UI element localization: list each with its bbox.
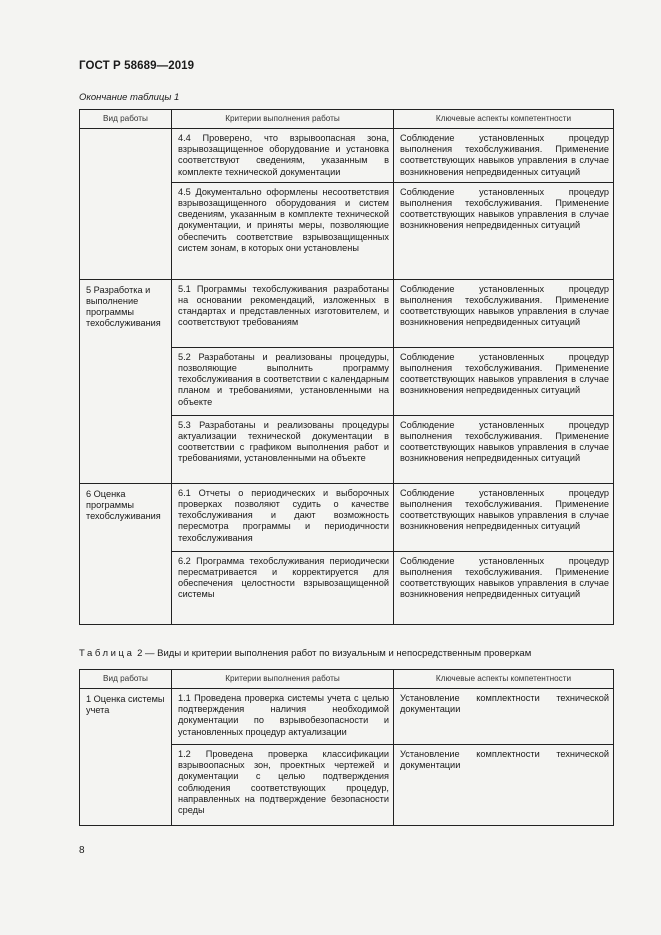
table2-caption-title: 2 — Виды и критерии выполнения работ по визуальным и непосредственным проверкам: [134, 648, 532, 659]
work-type-cell: 5 Разработка и выполнение программы техобслуживания: [80, 279, 172, 483]
criterion-cell: 5.3 Разработаны и реализованы процедуры актуализации технической документации в соответствии с графиком выполнения работ и требованиями, установленными на объекте: [172, 415, 394, 483]
criterion-cell: 4.4 Проверено, что взрывоопасная зона, взрывозащищенное оборудование и установка соответствуют сведениям, указанным в комплекте технической документации: [172, 129, 394, 183]
table-1: [79, 109, 614, 625]
criterion-cell: 1.1 Проведена проверка системы учета с целью подтверждения наличия необходимой документации по взрывобезопасности и установленных процедур актуализации: [172, 689, 394, 745]
column-header-criteria: Критерии выполнения работы: [172, 670, 394, 689]
key-aspect-cell: Соблюдение установленных процедур выполнения техобслуживания. Применение соответствующих навыков управления в случае возникновения непредвиденных ситуаций: [394, 551, 614, 624]
table2-caption: [79, 648, 531, 659]
table-row: [80, 689, 614, 745]
table-row: [80, 279, 614, 347]
standard-designation: ГОСТ Р 58689—2019: [79, 60, 195, 72]
key-aspect-cell: Соблюдение установленных процедур выполнения техобслуживания. Применение соответствующих навыков управления в случае возникновения непредвиденных ситуаций: [394, 182, 614, 279]
page-number: 8: [79, 845, 85, 856]
table1-caption: Окончание таблицы 1: [79, 92, 180, 103]
column-header-work-type: Вид работы: [80, 110, 172, 129]
key-aspect-cell: Соблюдение установленных процедур выполнения техобслуживания. Применение соответствующих навыков управления в случае возникновения непредвиденных ситуаций: [394, 415, 614, 483]
work-type-cell: 6 Оценка программы техобслуживания: [80, 483, 172, 624]
key-aspect-cell: Установление комплектности технической документации: [394, 745, 614, 826]
criterion-cell: 5.2 Разработаны и реализованы процедуры, позволяющие выполнить программу техобслуживания в соответствии с календарным планом и требованиями, установленными на объекте: [172, 347, 394, 415]
work-type-cell: [80, 129, 172, 280]
table-2: [79, 669, 614, 826]
column-header-key-aspects: Ключевые аспекты компетентности: [394, 110, 614, 129]
key-aspect-cell: Соблюдение установленных процедур выполнения техобслуживания. Применение соответствующих навыков управления в случае возникновения непредвиденных ситуаций: [394, 129, 614, 183]
key-aspect-cell: Соблюдение установленных процедур выполнения техобслуживания. Применение соответствующих навыков управления в случае возникновения непредвиденных ситуаций: [394, 483, 614, 551]
table-header-row: [80, 670, 614, 689]
key-aspect-cell: Соблюдение установленных процедур выполнения техобслуживания. Применение соответствующих навыков управления в случае возникновения непредвиденных ситуаций: [394, 347, 614, 415]
criterion-cell: 4.5 Документально оформлены несоответствия взрывозащищенного оборудования и систем сведениям, указанным в комплекте технической документации, и приняты меры, позволяющие обеспечить соответствие взрывозащищенных систем зонам, в которых они установлены: [172, 182, 394, 279]
criterion-cell: 1.2 Проведена проверка классификации взрывоопасных зон, проектных чертежей и документации с целью подтверждения соблюдения соответствующих процедур, направленных на подтверждение безопасности среды: [172, 745, 394, 826]
work-type-cell: 1 Оценка системы учета: [80, 689, 172, 826]
table-row: [80, 483, 614, 551]
table-row: [80, 129, 614, 183]
criterion-cell: 6.1 Отчеты о периодических и выборочных проверках позволяют судить о качестве техобслуживания и дают возможность пересмотра программы и периодичности техобслуживания: [172, 483, 394, 551]
column-header-work-type: Вид работы: [80, 670, 172, 689]
criterion-cell: 5.1 Программы техобслуживания разработаны на основании рекомендаций, изложенных в стандартах и представленных изготовителем, и соответствуют требованиям: [172, 279, 394, 347]
key-aspect-cell: Соблюдение установленных процедур выполнения техобслуживания. Применение соответствующих навыков управления в случае возникновения непредвиденных ситуаций: [394, 279, 614, 347]
column-header-criteria: Критерии выполнения работы: [172, 110, 394, 129]
key-aspect-cell: Установление комплектности технической документации: [394, 689, 614, 745]
table-header-row: [80, 110, 614, 129]
criterion-cell: 6.2 Программа техобслуживания периодически пересматривается и корректируется для обеспечения целостности взрывозащищенной системы: [172, 551, 394, 624]
table2-caption-label: Таблица: [79, 648, 135, 659]
column-header-key-aspects: Ключевые аспекты компетентности: [394, 670, 614, 689]
